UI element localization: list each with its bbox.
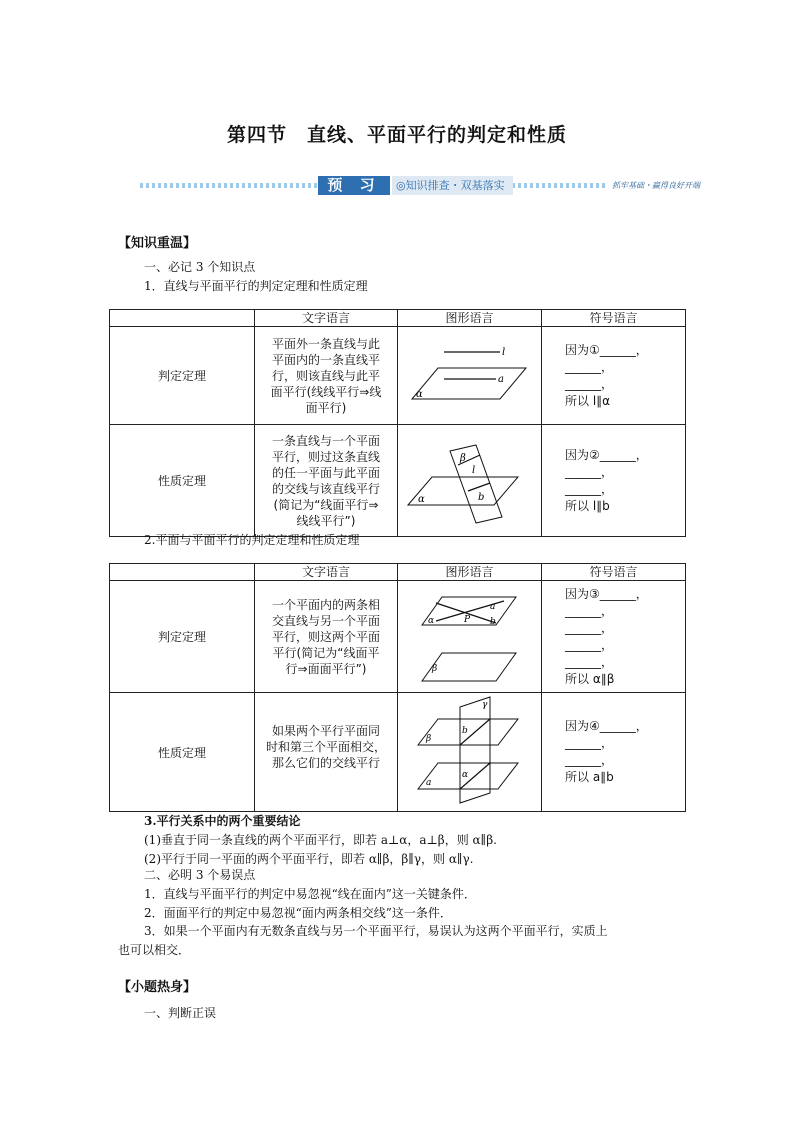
text-line: 面平行(线线平行⇒线 [270, 384, 382, 399]
plane-plane-property-figure [398, 693, 542, 808]
banner-slogan: 抓牢基础・赢得良好开端 [608, 177, 700, 194]
page-title: 第四节 直线、平面平行的判定和性质 [226, 124, 567, 146]
header-cell: 图形语言 [398, 564, 542, 581]
label-l: l [472, 465, 476, 476]
banner-pill: 预 习 [318, 176, 390, 195]
table-row [110, 581, 686, 693]
symbol-line: ______， [565, 654, 614, 669]
label-alpha: α [416, 389, 423, 400]
table-row [110, 693, 686, 812]
label-beta: β [432, 664, 438, 674]
symbol-line: ______， [565, 359, 614, 374]
symbol-line: 所以 l∥α [565, 393, 611, 408]
label-b: b [490, 617, 496, 627]
conclusions-heading: 3.平行关系中的两个重要结论 [144, 814, 301, 828]
text-line: 一个平面内的两条相 [271, 597, 380, 612]
mistake-3-line2: 也可以相交． [118, 943, 191, 957]
text-line: 时和第三个平面相交， [265, 740, 386, 754]
mistakes-heading: 二、必明 3 个易误点 [144, 868, 256, 882]
text-line: 行，则该直线与此平 [271, 368, 380, 383]
label-a: a [498, 374, 504, 385]
label-alpha: α [428, 616, 435, 626]
symbol-language-cell [542, 581, 686, 693]
plane-plane-parallel-figure [398, 581, 542, 689]
label-gamma: γ [482, 700, 488, 710]
line-plane-property-figure [398, 425, 542, 533]
mistake-1: 1．直线与平面平行的判定中易忽视“线在面内”这一关键条件． [144, 887, 476, 901]
text-line: 平行，则过这条直线 [271, 449, 380, 464]
text-line: 行⇒面面平行”) [285, 661, 367, 676]
symbol-line: ______， [565, 753, 614, 767]
text-line: 线线平行”) [296, 513, 356, 528]
symbol-line: 所以 l∥b [565, 498, 610, 513]
conclusion-1: (1)垂直于同一条直线的两个平面平行，即若 a⊥α，a⊥β，则 α∥β. [144, 833, 497, 847]
symbol-line: ______， [565, 481, 614, 496]
text-line: 如果两个平行平面同 [271, 724, 380, 738]
row-name: 性质定理 [110, 693, 255, 812]
label-a: a [426, 778, 432, 788]
text-language-cell [255, 581, 398, 693]
symbol-line: 因为①______， [565, 342, 648, 357]
symbol-line: 因为②______， [565, 447, 648, 462]
label-alpha: α [418, 494, 425, 505]
text-line: 一条直线与一个平面 [271, 433, 380, 448]
banner-subtitle: ◎知识排查・双基落实 [392, 176, 513, 195]
symbol-line: ______， [565, 603, 614, 618]
table-header-row [110, 310, 686, 327]
plane-plane-table [109, 563, 686, 812]
section-heading-knowledge: 【知识重温】 [118, 236, 197, 251]
figure-cell [398, 425, 542, 537]
label-a: a [490, 602, 496, 612]
symbol-line: 所以 α∥β [565, 671, 615, 686]
header-cell: 符号语言 [542, 310, 686, 327]
text-line: (简记为“线面平行⇒ [273, 497, 379, 512]
header-cell: 文字语言 [255, 310, 398, 327]
text-language-cell [255, 693, 398, 812]
text-line: 平面外一条直线与此 [271, 336, 380, 351]
label-l: l [502, 347, 506, 358]
symbol-line: ______， [565, 464, 614, 479]
conclusion-2: (2)平行于同一平面的两个平面平行，即若 α∥β，β∥γ，则 α∥γ. [144, 852, 474, 866]
text-line: 平面内的一条直线平 [271, 352, 380, 367]
text-language-cell [255, 425, 398, 537]
symbol-line: ______， [565, 376, 614, 391]
symbol-line: ______， [565, 620, 614, 635]
section-heading-warmup: 【小题热身】 [118, 980, 197, 995]
label-beta: β [426, 734, 432, 744]
symbol-line: 因为④______， [565, 719, 648, 733]
text-line: 面平行) [305, 400, 347, 415]
text-line: 那么它们的交线平行 [271, 756, 380, 770]
symbol-line: ______， [565, 736, 614, 750]
header-cell: 文字语言 [255, 564, 398, 581]
symbol-language-cell [542, 327, 686, 425]
header-cell [110, 310, 255, 327]
symbol-language-cell [542, 425, 686, 537]
item2-label: 2.平面与平面平行的判定定理和性质定理 [144, 533, 360, 547]
preview-banner [140, 175, 700, 196]
text-line: 的任一平面与此平面 [271, 465, 380, 480]
label-b: b [462, 726, 468, 736]
text-line: 交直线与另一个平面 [271, 613, 380, 628]
table-header-row [110, 564, 686, 581]
symbol-line: 所以 a∥b [565, 770, 614, 784]
line-plane-parallel-figure [398, 327, 542, 421]
header-cell: 图形语言 [398, 310, 542, 327]
line-plane-table [109, 309, 686, 537]
symbol-line: ______， [565, 637, 614, 652]
symbol-line: 因为③______， [565, 586, 648, 601]
table-row [110, 327, 686, 425]
symbol-language-cell [542, 693, 686, 812]
table-row [110, 425, 686, 537]
label-beta: β [460, 453, 466, 464]
figure-cell [398, 581, 542, 693]
row-name: 判定定理 [110, 327, 255, 425]
item1-label: 1．直线与平面平行的判定定理和性质定理 [144, 279, 368, 293]
header-cell: 符号语言 [542, 564, 686, 581]
label-p: P [464, 615, 471, 625]
label-b: b [478, 492, 485, 503]
text-line: 平行(简记为“线面平 [272, 645, 380, 660]
figure-cell [398, 327, 542, 425]
row-name: 性质定理 [110, 425, 255, 537]
figure-cell [398, 693, 542, 812]
row-name: 判定定理 [110, 581, 255, 693]
mistake-2: 2．面面平行的判定中易忽视“面内两条相交线”这一条件． [144, 906, 452, 920]
label-alpha: α [462, 770, 469, 780]
judge-label: 一、判断正误 [144, 1006, 217, 1020]
mistake-3-line1: 3．如果一个平面内有无数条直线与另一个平面平行，易误认为这两个平面平行，实质上 [144, 924, 608, 938]
must-remember-label: 一、必记 3 个知识点 [144, 260, 256, 274]
text-language-cell [255, 327, 398, 425]
header-cell [110, 564, 255, 581]
text-line: 平行，则这两个平面 [271, 629, 380, 644]
text-line: 的交线与该直线平行 [271, 481, 380, 496]
